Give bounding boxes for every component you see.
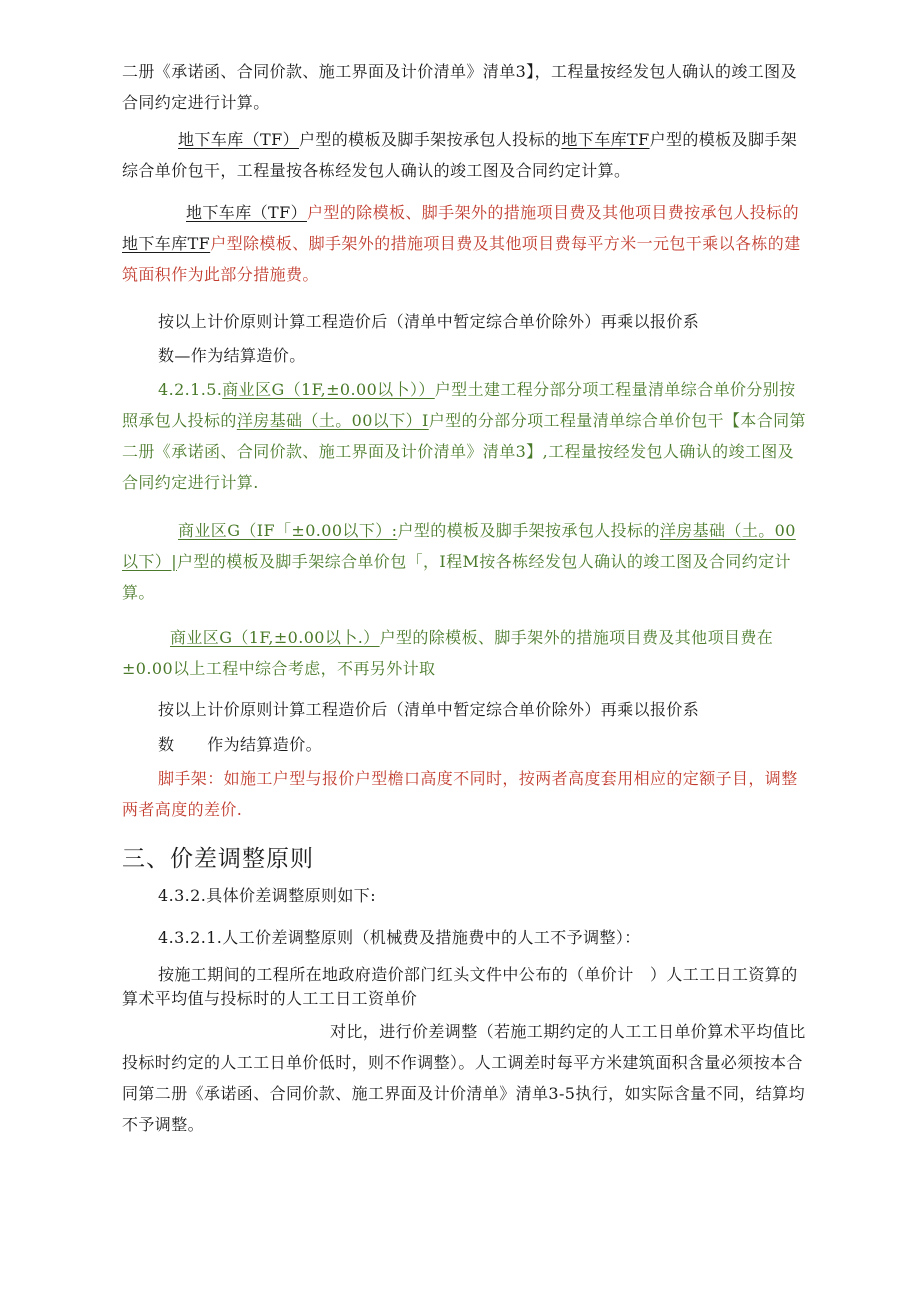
section-heading: 三、价差调整原则 bbox=[122, 846, 314, 872]
paragraph-4-line-1: 按以上计价原则计算工程造价后（清单中暂定综合单价除外）再乘以报价系 bbox=[158, 312, 700, 331]
unit-type-label: 地下车库（TF） bbox=[178, 130, 299, 149]
clause-number: 4.2.1.5. bbox=[158, 380, 223, 399]
paragraph-5-text: 户型土建工程分部分项工程量清单综合单价分别按照承包人投标的 bbox=[122, 380, 796, 430]
paragraph-4-line-2: 数—作为结算造价。 bbox=[158, 346, 306, 365]
unit-type-label: 地下车库TF bbox=[561, 130, 650, 149]
paragraph-1-text: 二册《承诺函、合同价款、施工界面及计价清单》清单3】，工程量按经发包人确认的竣工图及合同约定进行计算。 bbox=[122, 62, 797, 112]
paragraph-6-text: 户型的模板及脚手架综合单价包「，I程M按各栋经发包人确认的竣工图及合同约定计算。 bbox=[122, 552, 791, 602]
paragraph-5-text: 户型的分部分项工程量清单综合单价包干【本合同第二册《承诺函、合同价款、施工界面及计价清单》清单3】,工程量按经发包人确认的竣工图及合同约定进行计算. bbox=[122, 411, 806, 492]
unit-type-label: 商业区G（1F,±0.00以卜）） bbox=[222, 380, 435, 399]
paragraph-5 bbox=[122, 374, 810, 498]
paragraph-7-text: 户型的除模板、脚手架外的措施项目费及其他项目费在±0.00以上工程中综合考虑，不再另外计取 bbox=[122, 628, 774, 678]
unit-type-label: 洋房基础（土。00以下）| bbox=[122, 521, 796, 571]
paragraph-9 bbox=[122, 763, 810, 825]
paragraph-2-text: 户型的模板及脚手架按承包人投标的 bbox=[298, 130, 562, 149]
unit-type-label: 地下车库（TF） bbox=[186, 203, 307, 222]
paragraph-3-text: 户型除模板、脚手架外的措施项目费及其他项目费每平方米一元包干乘以各栋的建筑面积作为此部分措施费。 bbox=[122, 234, 801, 284]
paragraph-7 bbox=[122, 622, 810, 684]
paragraph-12: 按施工期间的工程所在地政府造价部门红头文件中公布的（单价计 ）人工工日工资算的算术平均值与投标时的人工工日工资单价 bbox=[122, 965, 798, 1008]
unit-type-label: 商业区G（1F,±0.00以卜.） bbox=[170, 628, 380, 647]
paragraph-8-line-2: 数 作为结算造价。 bbox=[158, 735, 323, 754]
paragraph-6-text: 户型的模板及脚手架按承包人投标的 bbox=[397, 521, 660, 540]
paragraph-9-text: 脚手架：如施工户型与报价户型檐口高度不同时，按两者高度套用相应的定额子目，调整两者高度的差价. bbox=[122, 769, 798, 819]
unit-type-label: 地下车库TF bbox=[122, 234, 211, 253]
paragraph-6 bbox=[122, 515, 810, 608]
paragraph-2-text: 户型的模板及脚手架综合单价包干，工程量按各栋经发包人确认的竣工图及合同约定计算。 bbox=[122, 130, 798, 180]
clause-4-3-2: 4.3.2.具体价差调整原则如下: bbox=[158, 886, 376, 905]
unit-type-label: 洋房基础（土。00以下）I bbox=[236, 411, 429, 430]
paragraph-8-line-1: 按以上计价原则计算工程造价后（清单中暂定综合单价除外）再乘以报价系 bbox=[158, 700, 700, 719]
paragraph-1 bbox=[122, 56, 810, 118]
paragraph-3 bbox=[122, 197, 810, 290]
unit-type-label: 商业区G（IF「±0.00以下）: bbox=[178, 521, 398, 540]
paragraph-13: 对比，进行价差调整（若施工期约定的人工工日单价算术平均值比投标时约定的人工工日单价低时，则不作调整）。人工调差时每平方米建筑面积含量必须按本合同第二册《承诺函、合同价款、施工界面及计价清单》清单3-5执行，如实际含量不同，结算均不予调整。 bbox=[122, 1022, 806, 1134]
paragraph-2 bbox=[122, 124, 810, 186]
paragraph-3-text: 户型的除模板、脚手架外的措施项目费及其他项目费按承包人投标的 bbox=[306, 203, 799, 222]
clause-4-3-2-1: 4.3.2.1.人工价差调整原则（机械费及措施费中的人工不予调整）： bbox=[158, 928, 641, 947]
